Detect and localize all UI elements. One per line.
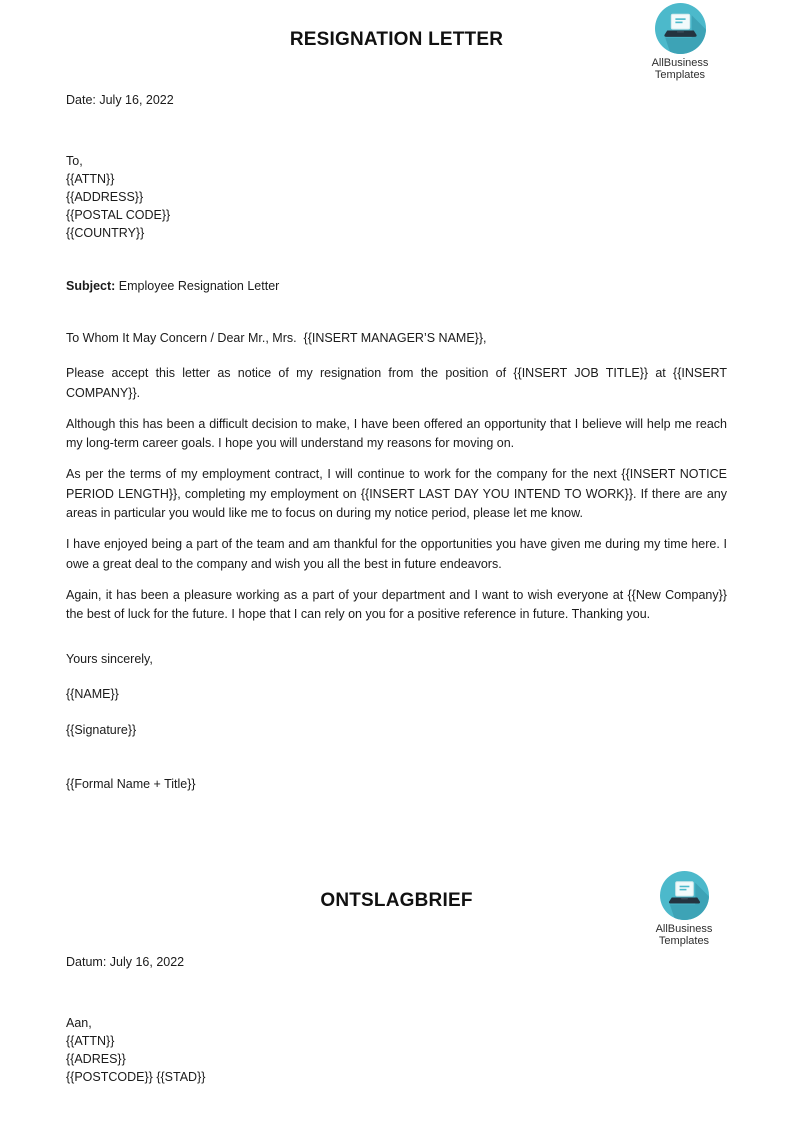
recipient-address-block-dutch (66, 1014, 205, 1086)
page-title-english: RESIGNATION LETTER (289, 29, 504, 50)
logo-wordmark-line2: Templates (654, 69, 706, 81)
letter-body-english (66, 364, 727, 636)
recipient-line-aan: Aan, (66, 1016, 92, 1030)
closing-line: Yours sincerely, (66, 652, 153, 666)
date-line-dutch: Datum: July 16, 2022 (66, 955, 185, 969)
body-paragraph: Although this has been a difficult decision to make, I have been offered an opportunity that I believe will help me reach my long-term career goals. I hope you will understand my reasons for moving on. (66, 416, 727, 450)
subject-text: Employee Resignation Letter (118, 279, 280, 293)
recipient-line-adres: {{ADRES}} (66, 1052, 126, 1066)
logo-wordmark-line2: Templates (658, 935, 710, 947)
salutation-line: To Whom It May Concern / Dear Mr., Mrs. {{INSERT MANAGER’S NAME}}, (66, 331, 487, 345)
date-line-english: Date: July 16, 2022 (66, 93, 174, 107)
recipient-line-attn: {{ATTN}} (66, 1034, 115, 1048)
logo-wordmark-line1: AllBusiness (651, 57, 709, 69)
subject-line (66, 279, 279, 293)
logo-wordmark-line1: AllBusiness (655, 923, 713, 935)
page-title-dutch: ONTSLAGBRIEF (320, 890, 473, 911)
body-paragraph: Please accept this letter as notice of my resignation from the position of {{INSERT JOB TITLE}} at {{INSERT COMPANY}}. (66, 366, 727, 400)
recipient-line-country: {{COUNTRY}} (66, 226, 145, 240)
formal-name-title-placeholder: {{Formal Name + Title}} (66, 777, 196, 791)
body-paragraph: Again, it has been a pleasure working as a part of your department and I want to wish everyone at {{New Company}} the best of luck for the future. I hope that I can rely on you for a positive reference in future. Thanking you. (66, 587, 727, 621)
signature-placeholder: {{Signature}} (66, 723, 137, 737)
recipient-line-address: {{ADDRESS}} (66, 190, 144, 204)
name-placeholder: {{NAME}} (66, 687, 119, 701)
recipient-line-to: To, (66, 154, 83, 168)
allbusiness-templates-logo (637, 3, 723, 81)
body-paragraph: I have enjoyed being a part of the team and am thankful for the opportunities you have given me during my time here. I owe a great deal to the company and wish you all the best in future endeavors. (66, 537, 727, 571)
recipient-line-postcode-stad: {{POSTCODE}} {{STAD}} (66, 1070, 206, 1084)
body-paragraph: As per the terms of my employment contract, I will continue to work for the company for the next {{INSERT NOTICE PERIOD LENGTH}}, completing my employment on {{INSERT LAST DAY YOU INTEND TO WORK}}. If there are any areas in particular you would like me to focus on during my notice period, please let me know. (66, 467, 727, 520)
laptop-logo-icon (641, 871, 727, 920)
subject-label: Subject: (66, 279, 116, 293)
recipient-line-attn: {{ATTN}} (66, 172, 115, 186)
recipient-address-block-english (66, 152, 170, 242)
allbusiness-templates-logo (641, 871, 727, 947)
recipient-line-postal-code: {{POSTAL CODE}} (66, 208, 171, 222)
laptop-logo-icon (637, 3, 723, 54)
